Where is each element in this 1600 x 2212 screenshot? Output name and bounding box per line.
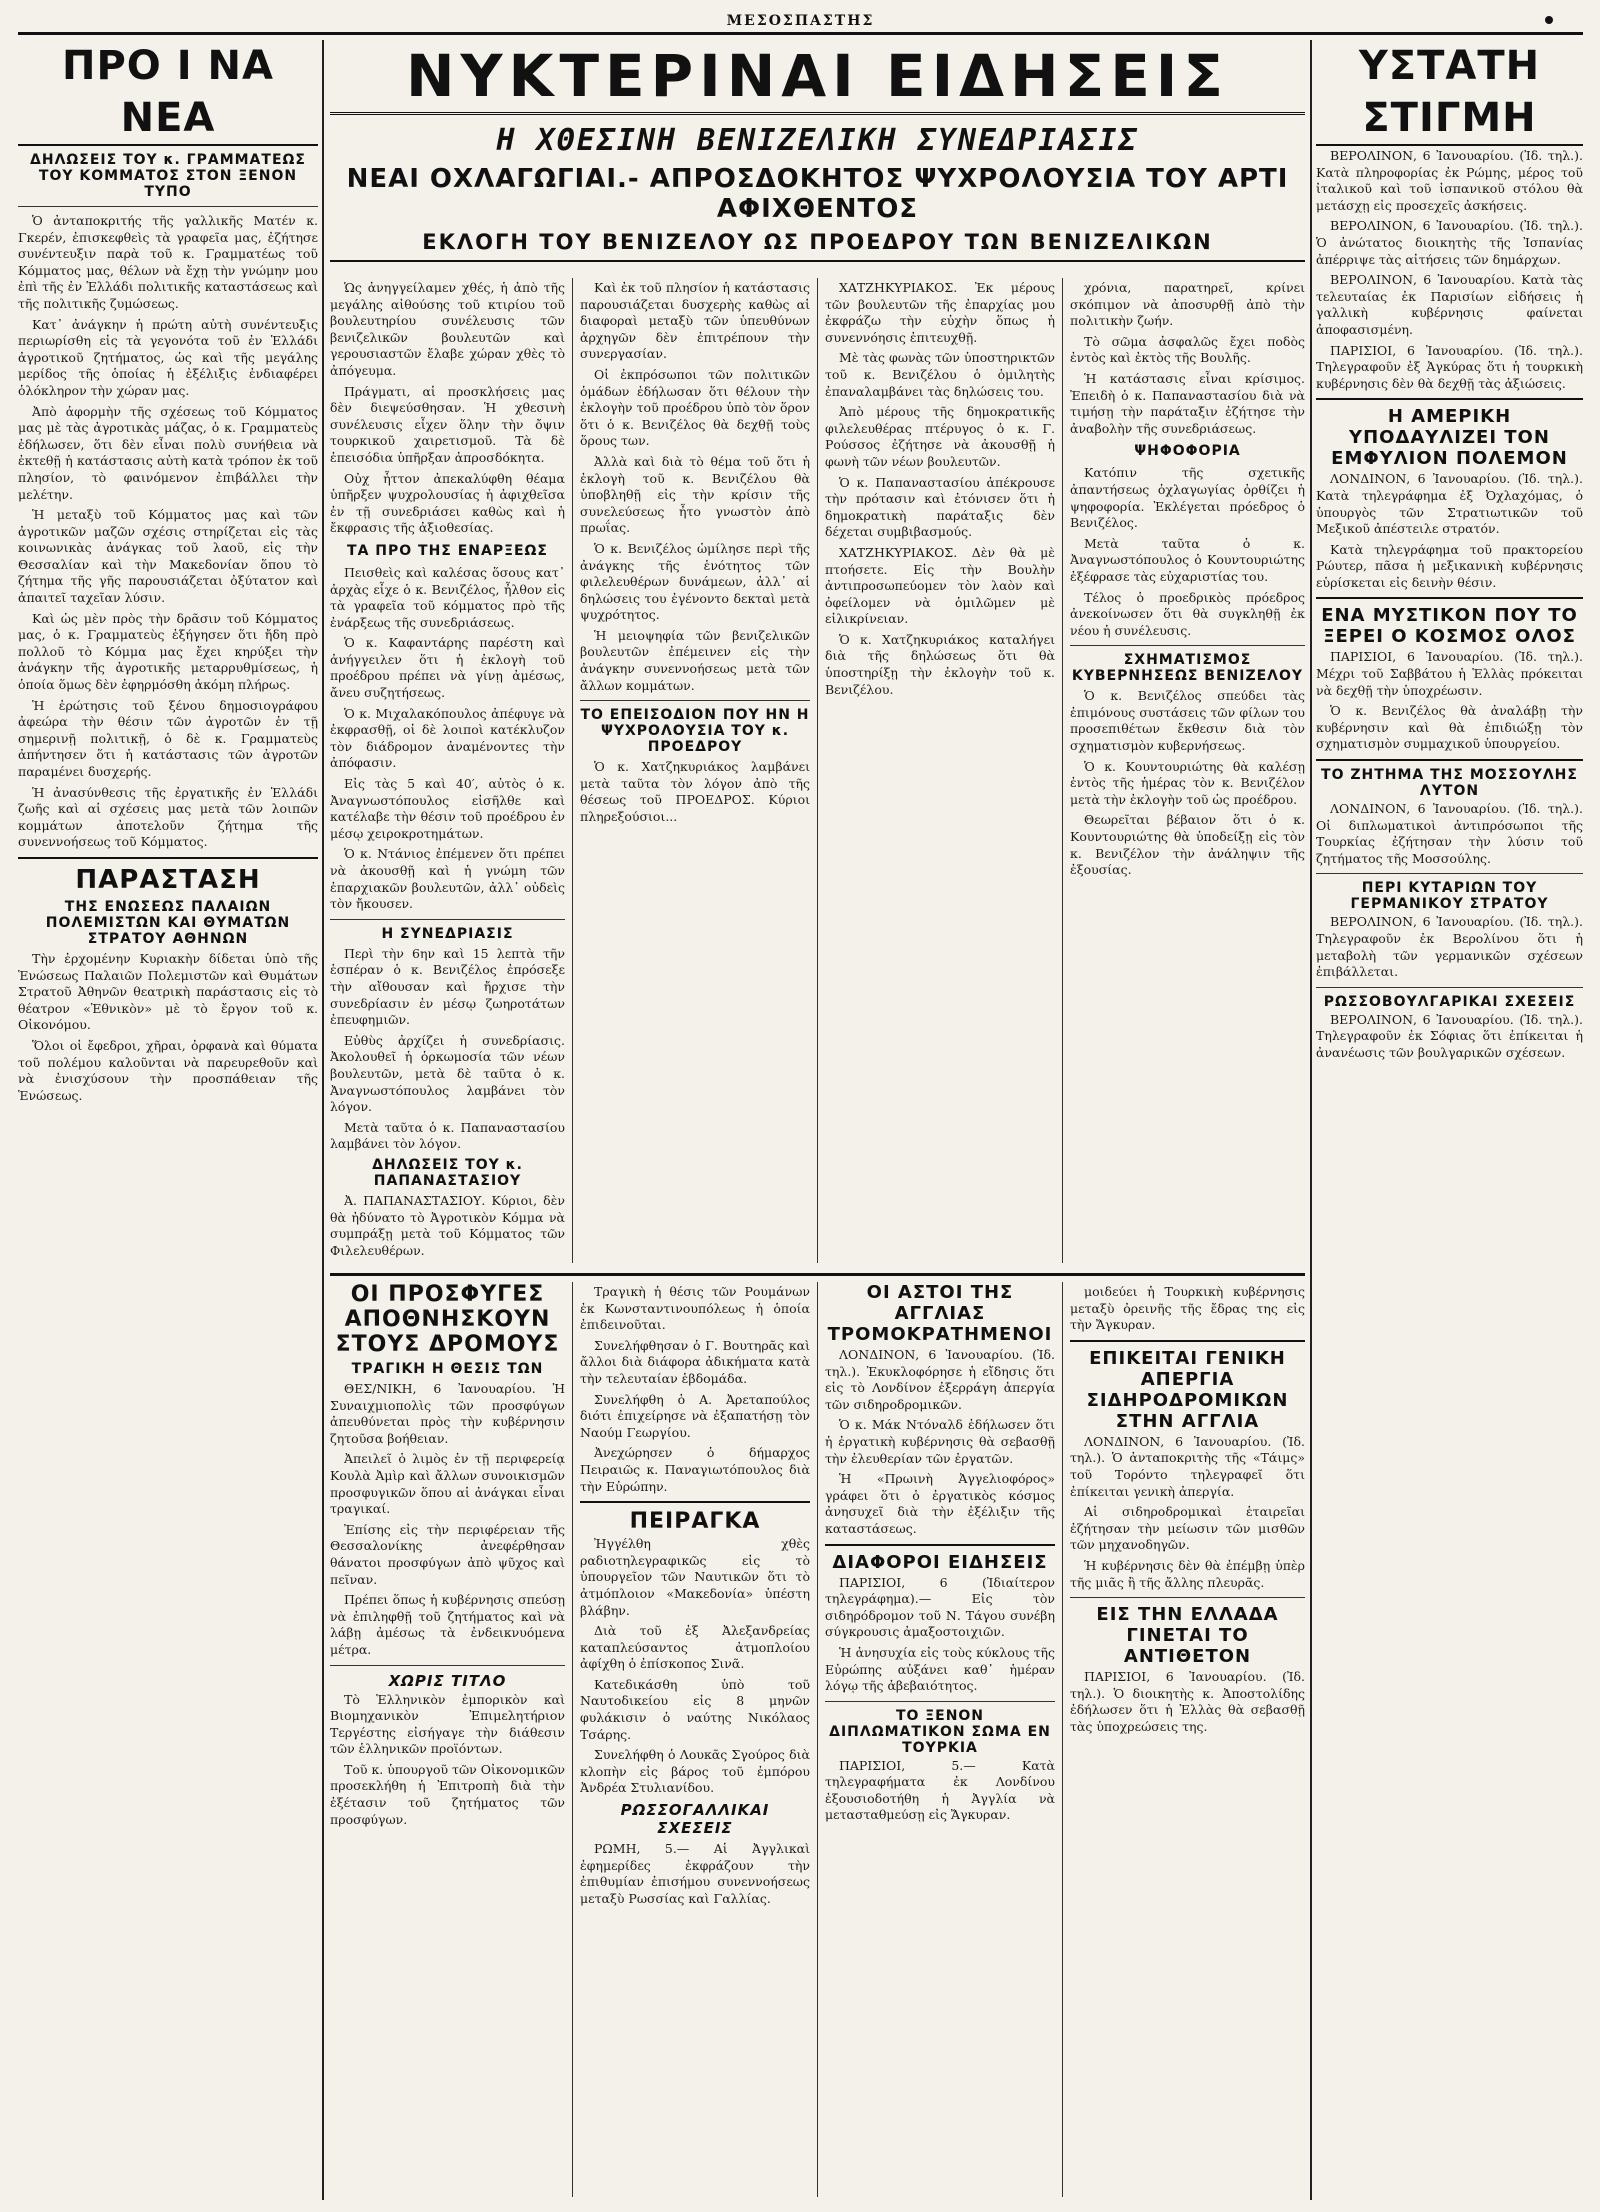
paragraph: Αἱ σιδηροδρομικαὶ ἑταιρεῖαι ἐζήτησαν τὴν μείωσιν τῶν μισθῶν τῶν μηχανοδηγῶν.	[1070, 1504, 1305, 1553]
strike-body	[1070, 1434, 1305, 1591]
paragraph: Ὁ κ. Ντάνιος ἐπέμενεν ὅτι πρέπει νὰ ἀκουσθῇ καὶ ἡ γνώμη τῶν ἐπαρχιακῶν βουλευτῶν, ἀλλ᾽ οὐδεὶς τὸν ἤκουσεν.	[330, 846, 565, 912]
paragraph: ΒΕΡΟΛΙΝΟΝ, 6 Ἰανουαρίου. (Ἰδ. τηλ.). Τηλεγραφοῦν ἐκ Σόφιας ὅτι ἐπίκειται ἡ ἀνανέωσις τῶν βουλγαρικῶν σχέσεων.	[1316, 1011, 1583, 1060]
paragraph: Καὶ ὡς μὲν πρὸς τὴν δρᾶσιν τοῦ Κόμματος μας, ὁ κ. Γραμματεὺς ἐξήγησεν ὅτι ἤδη πρὸ πολλοῦ τὸ Κόμμα μας ἔχει κηρύξει τὴν ἀνάγκην τῆς ἀγροτικῆς μεταρρυθμίσεως, ἡ ὁποία ὅμως δὲν ἐφηρμόσθη ἀκόμη πλήρως.	[18, 610, 318, 693]
paragraph: ΛΟΝΔΙΝΟΝ, 6 Ἰανουαρίου. (Ἰδ. τηλ.). Οἱ διπλωματικοὶ ἀντιπρόσωποι τῆς Τουρκίας ἐζήτησαν τὴν λύσιν τοῦ ζητήματος τῆς Μοσσούλης.	[1316, 801, 1583, 866]
lower-col2-body	[580, 1284, 810, 1495]
paragraph: ΛΟΝΔΙΝΟΝ, 6 Ἰανουαρίου. (Ἰδ. τηλ.). Ἐκυκλοφόρησε ἡ εἴδησις ὅτι εἰς τὸ Λονδίνον ἐξερράγη ἀπεργία τῶν σιδηροδρομικῶν.	[825, 1347, 1055, 1412]
paragraph: Ὁ κ. Μιχαλακόπουλος ἀπέφυγε νὰ ἐκφρασθῇ, οἱ δὲ λοιποὶ κατέκλυζον τὸν διάδρομον ἀναμένοντες τὴν ἀπόφασιν.	[330, 705, 565, 771]
paragraph: Συνελήφθησαν ὁ Γ. Βουτηρᾶς καὶ ἄλλοι διὰ διάφορα ἀδικήματα κατὰ τὴν τελευταίαν ἑβδομάδα.	[580, 1337, 810, 1386]
paragraph: Τὸ σῶμα ἀσφαλῶς ἔχει ποδὸς ἐντὸς καὶ ἐκτὸς τῆς Βουλῆς.	[1070, 333, 1305, 366]
paragraph: Ἡ ἀνησυχία εἰς τοὺς κύκλους τῆς Εὐρώπης αὐξάνει καθ᾽ ἡμέραν λόγῳ τῆς ἀβεβαιότητος.	[825, 1644, 1055, 1694]
center-col2	[580, 278, 810, 1268]
paragraph: ΒΕΡΟΛΙΝΟΝ, 6 Ἰανουαρίου. Κατὰ τὰς τελευταίας ἐκ Παρισίων εἰδήσεις ἡ γαλλικὴ κυβέρνησις φαίνεται ἀποφασισμένη.	[1316, 272, 1583, 337]
center-col4-sec2: ΣΧΗΜΑΤΙΣΜΟΣ ΚΥΒΕΡΝΗΣΕΩΣ ΒΕΝΙΖΕΛΟΥ	[1071, 652, 1304, 685]
center-col3-body	[825, 280, 1055, 698]
paragraph: ΒΕΡΟΛΙΝΟΝ, 6 Ἰανουαρίου. (Ἰδ. τηλ.). Κατὰ πληροφορίας ἐκ Ρώμης, μέρος τοῦ ἰταλικοῦ καὶ τοῦ ἰσπανικοῦ στόλου θὰ μετάσχῃ εἰς προσεχεῖς ἀσκήσεις.	[1316, 148, 1583, 213]
paragraph: Ὁ κ. Βενιζέλος θὰ ἀναλάβῃ τὴν κυβέρνησιν καὶ θὰ ἐπιδιώξῃ τὸν σχηματισμὸν συμμαχικοῦ ὑπουργείου.	[1316, 703, 1583, 752]
refugees-body	[330, 1381, 565, 1659]
paragraph: ΠΑΡΙΣΙΟΙ, 6 Ἰανουαρίου. (Ἰδ. τηλ.). Τηλεγραφοῦν ἐξ Ἀγκύρας ὅτι ἡ τουρκικὴ κυβέρνησις δὲν θὰ δεχθῇ τὰς ἀξιώσεις.	[1316, 342, 1583, 391]
paragraph: Ἠγγέλθη χθὲς ραδιοτηλεγραφικῶς εἰς τὸ ὑπουργεῖον τῶν Ναυτικῶν ὅτι τὸ ἀτμόπλοιον «Μακεδονία» ὑπέστη βλάβην.	[580, 1536, 810, 1618]
paragraph: Ἀπὸ ἀφορμὴν τῆς σχέσεως τοῦ Κόμματος μας μὲ τὰς ἀγροτικὰς μάζας, ὁ κ. Γραμματεὺς ἐδήλωσεν, ὅτι δὲν εἶναι πολὺ συνήθεια νὰ ἐκτεθῇ ἡ κατάστασις αὐτὴ κατὰ τρόπον ἐκ τοῦ πλησίον, τὸ φαινόμενον ἐπιβάλλει τὴν μελέτην.	[18, 403, 318, 502]
paragraph: Ὁ ἀνταποκριτής τῆς γαλλικῆς Ματέν κ. Γκερέν, ἐπισκεφθεὶς τὰ γραφεῖα μας, ἐζήτησε συνέντευξιν παρὰ τοῦ κ. Γραμματέως τοῦ Κόμματος μας, θέλων νὰ ἔχῃ τὴν γνώμην μου ἐπὶ τῆς ἐν Ἑλλάδι πολιτικῆς καταστάσεως καὶ τῆς πολιτικῆς ζυμώσεως.	[18, 213, 318, 311]
strike-title: ΕΠΙΚΕΙΤΑΙ ΓΕΝΙΚΗ ΑΠΕΡΓΙΑ ΣΙΔΗΡΟΔΡΟΜΙΚΩΝ ΣΤΗΝ ΑΓΓΛΙΑ	[1086, 1347, 1289, 1432]
paragraph: Κατόπιν τῆς σχετικῆς ἀπαντήσεως ὁχλαγωγίας ὀρθίζει ἡ ψηφοφορία. Ἐκλέγεται πρόεδρος ὁ Βενιζέλος.	[1070, 465, 1305, 531]
center-col1	[330, 278, 565, 1268]
paragraph: Μὲ τὰς φωνὰς τῶν ὑποστηρικτῶν τοῦ κ. Βενιζέλου ὁ ὁμιλητὴς ἐπαναλαμβάνει τὰς δηλώσεις του.	[825, 350, 1055, 399]
center-col2-body2	[580, 759, 810, 825]
paragraph: Οἱ ἐκπρόσωποι τῶν πολιτικῶν ὁμάδων ἐδήλωσαν ὅτι θέλουν τὴν ἐκλογὴν τοῦ προέδρου ὑπὸ τὸν ὅρον ὅτι ὁ κ. Βενιζέλος θὰ δεχθῇ τοὺς ὅρους των.	[580, 366, 810, 449]
paragraph: Ἡ κυβέρνησις δὲν θὰ ἐπέμβῃ ὑπὲρ τῆς μιᾶς ἢ τῆς ἄλλης πλευρᾶς.	[1070, 1557, 1305, 1590]
paragraph: χρόνια, παρατηρεῖ, κρίνει σκόπιμον νὰ ἀποσυρθῇ ἀπὸ τὴν πολιτικὴν ζωήν.	[1070, 280, 1305, 329]
paragraph: Ὁ κ. Βενιζέλος σπεύδει τὰς ἐπιμόνους συστάσεις τῶν φίλων του προσεπιθέτων ἔκθεσιν διὰ τὸν σχηματισμὸν κυβερνήσεως.	[1070, 688, 1305, 754]
paragraph: Πράγματι, αἱ προσκλήσεις μας δὲν διεψεύσθησαν. Ἡ χθεσινὴ συνέλευσις εἶχεν ὅλην τὴν ὄψιν τουρκικοῦ χαιρετισμοῦ. Τὰ δὲ ἐπεισόδια ὑπῆρξαν ἀπροσδόκητα.	[330, 383, 565, 465]
paragraph: Τέλος ὁ προεδρικὸς πρόεδρος ἀνεκοίνωσεν ὅτι θὰ συγκληθῇ ἐκ νέου ἡ συνέλευσις.	[1070, 589, 1305, 638]
paragraph: ΘΕΣ/ΝΙΚΗ, 6 Ἰανουαρίου. Ἡ Συναιχμιοπολὶς τῶν προσφύγων ἀπευθύνεται πρὸς τὴν κυβέρνησιν ζητοῦσα βοήθειαν.	[330, 1381, 565, 1446]
paragraph: Ὁ κ. Παπαναστασίου ἀπέκρουσε τὴν πρότασιν καὶ ἐτόνισεν ὅτι ἡ δημοκρατικὴ παράταξις δὲν δέχεται συμβιβασμούς.	[825, 474, 1055, 540]
center-col1-sec: ΤΑ ΠΡΟ ΤΗΣ ΕΝΑΡΞΕΩΣ	[347, 542, 548, 559]
banner-headline: ΝΥΚΤΕΡΙΝΑΙ ΕΙΔΗΣΕΙΣ	[330, 40, 1305, 115]
center-col1-body2	[330, 565, 565, 913]
paragraph: Διὰ τοῦ ἐξ Ἀλεξανδρείας καταπλεύσαντος ἀτμοπλοίου ἀφίχθη ὁ ἐπίσκοπος Σινᾶ.	[580, 1623, 810, 1672]
greece-title: ΕΙΣ ΤΗΝ ΕΛΛΑΔΑ ΓΙΝΕΤΑΙ ΤΟ ΑΝΤΙΘΕΤΟΝ	[1096, 1604, 1279, 1668]
right-items6	[1316, 1012, 1583, 1062]
citizens-body	[825, 1347, 1055, 1538]
paragraph: Ἀνεχώρησεν ὁ δήμαρχος Πειραιῶς κ. Παναγιωτόπουλος διὰ τὴν Εὐρώπην.	[580, 1445, 810, 1494]
center-col1-body	[330, 280, 565, 537]
paragraph: ΧΑΤΖΗΚΥΡΙΑΚΟΣ. Ἐκ μέρους τῶν βουλευτῶν τῆς ἐπαρχίας μου ἐκφράζω τὴν εὐχὴν ὅπως ἡ συνεννόησις ἐπιτευχθῇ.	[825, 280, 1055, 345]
center-col2-body	[580, 280, 810, 694]
left-section2-title: ΠΑΡΑΣΤΑΣΗ	[75, 864, 261, 895]
center-col4-body	[1070, 280, 1305, 437]
lower-col4	[1070, 1282, 1305, 2197]
paragraph: Κατεδικάσθη ὑπὸ τοῦ Ναυτοδικείου εἰς 8 μηνῶν φυλάκισιν ὁ ναύτης Νικόλαος Τσάρης.	[580, 1676, 810, 1742]
center-col1-body3	[330, 946, 565, 1153]
paragraph: Κατὰ τηλεγράφημα τοῦ πρακτορείου Ρώυτερ, πᾶσα ἡ μεξικανικὴ κυβέρνησις εὑρίσκεται εἰς δεινὴν θέσιν.	[1316, 541, 1583, 590]
paragraph: ΡΩΜΗ, 5.— Αἱ Ἀγγλικαὶ ἐφημερίδες ἐκφράζουν τὴν ἐπιθυμίαν ἐπισήμου συνεννοήσεως μεταξὺ Ρωσσίας καὶ Γαλλίας.	[580, 1841, 810, 1906]
paragraph: Εὐθὺς ἀρχίζει ἡ συνεδρίασις. Ἀκολουθεῖ ἡ ὁρκωμοσία τῶν νέων βουλευτῶν, μετὰ δὲ ταῦτα ὁ κ. Ἀναγνωστόπουλος λαμβάνει τὸν λόγον.	[330, 1032, 565, 1115]
center-col1-body4	[330, 1193, 565, 1259]
no-title-sec: ΧΩΡΙΣ ΤΙΤΛΟ	[388, 1671, 507, 1690]
paragraph: Ἡ «Πρωινὴ Ἀγγελιοφόρος» γράφει ὅτι ὁ ἐργατικὸς κόσμος ἀνησυχεῖ διὰ τὴν ἐξέλιξιν τῆς καταστάσεως.	[825, 1471, 1055, 1536]
various-news-title: ΔΙΑΦΟΡΟΙ ΕΙΔΗΣΕΙΣ	[832, 1551, 1048, 1573]
paragraph: μοιδεύει ἡ Τουρκικὴ κυβέρνησις μεταξὺ ὀρεινῆς τῆς ἔδρας της εἰς τὴν Ἄγκυραν.	[1070, 1284, 1305, 1333]
refugees-title: ΟΙ ΠΡΟΣΦΥΓΕΣ ΑΠΟΘΝΗΣΚΟΥΝ ΣΤΟΥΣ ΔΡΟΜΟΥΣ	[335, 1282, 560, 1357]
no-title-body	[330, 1692, 565, 1829]
paragraph: Τοῦ κ. ὑπουργοῦ τῶν Οἰκονομικῶν προσεκλήθη ἡ Ἐπιτροπὴ διὰ τὴν ἐξέτασιν τοῦ ζητήματος τῶν προσφύγων.	[330, 1761, 565, 1827]
left-section2-body	[18, 951, 318, 1104]
paragraph: Ὁ κ. Κουντουριώτης θὰ καλέσῃ ἐντὸς τῆς ἡμέρας τὸν κ. Βενιζέλον μετὰ τὴν ἐκλογὴν τοῦ ὡς προέδρου.	[1070, 758, 1305, 807]
lower-col3	[825, 1282, 1055, 2197]
center-col4-sec: ΨΗΦΟΦΟΡΙΑ	[1134, 443, 1241, 460]
center-col4	[1070, 278, 1305, 1268]
paragraph: Ὁ κ. Χατζηκυριάκος λαμβάνει μετὰ ταῦτα τὸν λόγον ἀπὸ τῆς θέσεως τοῦ ΠΡΟΕΔΡΟΣ. Κύριοι πληρεξούσιοι...	[580, 759, 810, 825]
right-items3	[1316, 649, 1583, 753]
paragraph: Συνελήφθη ὁ Α. Ἀρεταπούλος διότι ἐπιχείρησε νὰ ἐξαπατήσῃ τὸν Ναούμ Γεωργίου.	[580, 1391, 810, 1440]
headline-sub3: ΕΚΛΟΓΗ ΤΟΥ ΒΕΝΙΖΕΛΟΥ ΩΣ ΠΡΟΕΔΡΟΥ ΤΩΝ ΒΕΝΙΖΕΛΙΚΩΝ	[330, 228, 1305, 262]
right-sec1: Η ΑΜΕΡΙΚΗ ΥΠΟΔΑΥΛΙΖΕΙ ΤΟΝ ΕΜΦΥΛΙΟΝ ΠΟΛΕΜΟΝ	[1331, 406, 1568, 470]
right-items2	[1316, 471, 1583, 591]
right-column	[1316, 40, 1583, 2200]
masthead	[18, 10, 1583, 35]
russofrench-sec: ΡΩΣΣΟΓΑΛΛΙΚΑΙ ΣΧΕΣΕΙΣ	[620, 1801, 770, 1838]
paragraph: Συνελήφθη ὁ Λουκᾶς Σγούρος διὰ κλοπὴν εἰς βάρος τοῦ ἐμπόρου Ἀνδρέα Στυλιανίδου.	[580, 1747, 810, 1796]
center-col4-body3	[1070, 688, 1305, 879]
newspaper-page	[18, 10, 1583, 2200]
headline-sub1: Η ΧΘΕΣΙΝΗ ΒΕΝΙΖΕΛΙΚΗ ΣΥΝΕΔΡΙΑΣΙΣ	[496, 123, 1139, 158]
paragraph: Μετὰ ταῦτα ὁ κ. Παπαναστασίου λαμβάνει τὸν λόγον.	[330, 1119, 565, 1152]
paragraph: ΠΑΡΙΣΙΟΙ, 6 Ἰανουαρίου. (Ἰδ. τηλ.). Μέχρι τοῦ Σαββάτου ἡ Ἑλλὰς πρόκειται νὰ δεχθῇ τὴν ὑποχρέωσιν.	[1316, 649, 1583, 698]
piraeus-title: ΠΕΙΡΑΓΚΑ	[629, 1509, 761, 1535]
right-sec3: ΤΟ ΖΗΤΗΜΑ ΤΗΣ ΜΟΣΣΟΥΛΗΣ ΛΥΤΟΝ	[1321, 767, 1578, 800]
left-section1-title: ΔΗΛΩΣΕΙΣ ΤΟΥ κ. ΓΡΑΜΜΑΤΕΩΣ ΤΟΥ ΚΟΜΜΑΤΟΣ ΣΤΟΝ ΞΕΝΟΝ ΤΥΠΟ	[30, 152, 306, 200]
headline-sub2: ΝΕΑΙ ΟΧΛΑΓΩΓΙΑΙ.- ΑΠΡΟΣΔΟΚΗΤΟΣ ΨΥΧΡΟΛΟΥΣΙΑ ΤΟΥ ΑΡΤΙ ΑΦΙΧΘΕΝΤΟΣ	[346, 164, 1289, 224]
lower-col2	[580, 1282, 810, 2197]
paragraph: Τὴν ἐρχομένην Κυριακὴν δίδεται ὑπὸ τῆς Ἑνώσεως Παλαιῶν Πολεμιστῶν καὶ Θυμάτων Στρατοῦ Ἀθηνῶν θεατρικὴ παράστασις εἰς τὸ θέατρον «Ἐθνικὸν» μὲ τὸ ἔργον τοῦ κ. Οἰκονόμου.	[18, 950, 318, 1033]
center-col2-sec: ΤΟ ΕΠΕΙΣΟΔΙΟΝ ΠΟΥ ΗΝ Η ΨΥΧΡΟΛΟΥΣΙΑ ΤΟΥ κ. ΠΡΟΕΔΡΟΥ	[580, 707, 810, 756]
left-column	[18, 40, 318, 2200]
paragraph: ΒΕΡΟΛΙΝΟΝ, 6 Ἰανουαρίου. (Ἰδ. τηλ.). Τηλεγραφοῦν ἐκ Βερολίνου ὅτι ἡ μεταβολὴ τῶν γερμανικῶν σχέσεων ἐπιβάλλεται.	[1316, 914, 1583, 980]
paragraph: Ὁ κ. Χατζηκυριάκος καταλήγει διὰ τῆς δηλώσεως ὅτι θὰ ὑποστηρίξῃ τὴν ἐκλογὴν τοῦ κ. Βενιζέλου.	[825, 631, 1055, 697]
right-sec2: ΕΝΑ ΜΥΣΤΙΚΟΝ ΠΟΥ ΤΟ ΞΕΡΕΙ Ο ΚΟΣΜΟΣ ΟΛΟΣ	[1321, 605, 1578, 648]
center-col1-sec2: Η ΣΥΝΕΔΡΙΑΣΙΣ	[381, 925, 514, 942]
left-column-head: ΠΡΟ Ι ΝΑ ΝΕΑ	[18, 40, 318, 146]
paragraph: Ὁ κ. Καφαντάρης παρέστη καὶ ἀνήγγειλεν ὅτι ἡ ἐκλογὴ τοῦ προέδρου πρέπει νὰ γίνῃ ἀμέσως, ἄνευ συζητήσεως.	[330, 635, 565, 701]
right-items4	[1316, 801, 1583, 867]
russofrench-body	[580, 1841, 810, 1907]
paragraph: Ἀλλὰ καὶ διὰ τὸ θέμα τοῦ ὅτι ἡ ἐκλογὴ τοῦ κ. Βενιζέλου θὰ ὑποβληθῇ εἰς τὴν κρίσιν τῆς συνελεύσεως ἦτο γνωστὸν ἀπὸ πρωΐας.	[580, 453, 810, 536]
diplomatic-title: ΤΟ ΞΕΝΟΝ ΔΙΠΛΩΜΑΤΙΚΟΝ ΣΩΜΑ ΕΝ ΤΟΥΡΚΙΑ	[829, 1707, 1051, 1756]
paragraph: ΠΑΡΙΣΙΟΙ, 6 Ἰανουαρίου. (Ἰδ. τηλ.). Ὁ διοικητὴς κ. Ἀποστολίδης ἐδήλωσεν ὅτι ἡ Ἑλλὰς θὰ σεβασθῇ τὰς ὑποχρεώσεις της.	[1070, 1669, 1305, 1734]
center-col1-sec3: ΔΗΛΩΣΕΙΣ ΤΟΥ κ. ΠΑΠΑΝΑΣΤΑΣΙΟΥ	[372, 1156, 523, 1189]
paragraph: Πρέπει ὅπως ἡ κυβέρνησις σπεύσῃ νὰ ἐπιληφθῇ τοῦ ζητήματος καὶ νὰ λάβῃ ἀμέσως τὰ ἐνδεικνυόμενα μέτρα.	[330, 1592, 565, 1657]
right-items1	[1316, 148, 1583, 392]
paragraph: Ἀπὸ μέρους τῆς δημοκρατικῆς φιλελευθέρας πτέρυγος ὁ κ. Γ. Ρούσσος ἐζήτησε νὰ ἀκουσθῇ ἡ φωνὴ τῶν νέων βουλευτῶν.	[825, 404, 1055, 469]
paragraph: Μετὰ ταῦτα ὁ κ. Ἀναγνωστόπουλος ὁ Κουντουριώτης ἐξέφρασε τὰς εὐχαριστίας του.	[1070, 535, 1305, 584]
paragraph: Ἡ μειοψηφία τῶν βενιζελικῶν βουλευτῶν ἐπέμεινεν εἰς τὴν ἀνάγκην συνεννοήσεως μετὰ τῶν ἄλλων κομμάτων.	[580, 627, 810, 693]
masthead-title: ΜΕΣΟΣΠΑΣΤΗΣ	[726, 13, 875, 29]
paragraph: Ἀ. ΠΑΠΑΝΑΣΤΑΣΙΟΥ. Κύριοι, δὲν θὰ ἠδύνατο τὸ Ἀγροτικὸν Κόμμα νὰ συμπράξῃ μετὰ τοῦ Κόμματος τῶν Φιλελευθέρων.	[330, 1192, 565, 1258]
paragraph: Οὐχ ἧττον ἀπεκαλύφθη θέαμα ὑπῆρξεν ψυχρολουσίας ἡ ἀφιχθεῖσα ἐν τῇ συνεδριάσει καθὼς καὶ ἡ ἔκφρασις τῆς ἀξιοθεσίας.	[330, 470, 565, 536]
paragraph: ΧΑΤΖΗΚΥΡΙΑΚΟΣ. Δὲν θὰ μὲ πτοήσετε. Εἰς τὴν Βουλὴν ἀντιπροσωπεύομεν τὸν λαὸν καὶ ὀφείλομεν νὰ ὁμιλῶμεν μὲ εἰλικρίνειαν.	[825, 544, 1055, 627]
lower-col4-body	[1070, 1284, 1305, 1334]
paragraph: ΛΟΝΔΙΝΟΝ, 6 Ἰανουαρίου. (Ἰδ. τηλ.). Ὁ ἀνταποκριτὴς τῆς «Τάιμς» τοῦ Τορόντο τηλεγραφεῖ ὅτι ἐπίκειται γενικὴ ἀπεργία.	[1070, 1433, 1305, 1499]
paragraph: Θεωρεῖται βέβαιον ὅτι ὁ κ. Κουντουριώτης θὰ ὑποδείξῃ εἰς τὸν κ. Βενιζέλον τὴν ἀνάληψιν τῆς ἐξουσίας.	[1070, 812, 1305, 878]
paragraph: Ὁ κ. Μάκ Ντόναλδ ἐδήλωσεν ὅτι ἡ ἐργατικὴ κυβέρνησις θὰ σεβασθῇ τὴν ἐλευθερίαν τῶν ἐργατῶν.	[825, 1417, 1055, 1466]
paragraph: Ἡ μεταξὺ τοῦ Κόμματος μας καὶ τῶν ἀγροτικῶν μαζῶν σχέσις στηρίζεται εἰς τὰς κοινωνικὰς ἀνάγκας τοῦ λαοῦ, εἰς τὴν Θεσσαλίαν καὶ τὴν Μακεδονίαν ὅπου τὸ ζήτημα τῆς γῆς παρουσιάζεται ὀξύτατον καὶ ἀπαιτεῖ ταχεῖαν λύσιν.	[18, 507, 318, 606]
various-news-body	[825, 1575, 1055, 1695]
paragraph: ΠΑΡΙΣΙΟΙ, 5.— Κατὰ τηλεγραφήματα ἐκ Λονδίνου ἐξουσιοδοτήθη ἡ Ἀγγλία νὰ μετασταθμεύσῃ εἰς Ἄγκυραν.	[825, 1757, 1055, 1823]
paragraph: Περὶ τὴν 6ην καὶ 15 λεπτὰ τῆν ἑσπέραν ὁ κ. Βενιζέλος ἐπρόσεξε τὴν αἴθουσαν καὶ ἤρχισε τὴν συνεδρίασιν ἐν μέσῳ ζωηροτάτων ἐπευφημιῶν.	[330, 945, 565, 1028]
piraeus-body	[580, 1536, 810, 1797]
central-section	[330, 40, 1305, 1906]
refugees-sub: ΤΡΑΓΙΚΗ Η ΘΕΣΙΣ ΤΩΝ	[351, 1361, 544, 1377]
paragraph: Ὁ κ. Βενιζέλος ὡμίλησε περὶ τῆς ἀνάγκης τῆς ἑνότητος τῶν φιλελευθέρων δυνάμεων, ἀλλ᾽ αἱ δηλώσεις του ἐγένοντο δεκταὶ μετὰ ψυχρότητος.	[580, 540, 810, 623]
paragraph: Ὡς ἀνηγγείλαμεν χθές, ἡ ἀπὸ τῆς μεγάλης αἰθούσης τοῦ κτιρίου τοῦ βουλευτηρίου συνέλευσις τῶν βενιζελικῶν βουλευτῶν καὶ γερουσιαστῶν ἔλαβε χώραν χθὲς τὸ ἀπόγευμα.	[330, 280, 565, 378]
paragraph: Ἐπίσης εἰς τὴν περιφέρειαν τῆς Θεσσαλονίκης ἀνεφέρθησαν θάνατοι προσφύγων ἀπὸ ψῦχος καὶ πεῖναν.	[330, 1521, 565, 1587]
paragraph: Ἀπειλεῖ ὁ λιμὸς ἐν τῇ περιφερείᾳ Κουλὰ Ἀμὶρ καὶ ἄλλων συνοικισμῶν προσφυγικῶν ὅπου αἱ ἀνάγκαι εἶναι τραγικαί.	[330, 1451, 565, 1517]
right-sec4: ΠΕΡΙ ΚΥΤΑΡΙΩΝ ΤΟΥ ΓΕΡΜΑΝΙΚΟΥ ΣΤΡΑΤΟΥ	[1350, 880, 1549, 913]
paragraph: ΠΑΡΙΣΙΟΙ, 6 (Ἰδιαίτερον τηλεγράφημα).— Εἰς τὸν σιδηρόδρομον τοῦ Ν. Τάγου συνέβη σύγκρουσις ἀμαξοστοιχιῶν.	[825, 1574, 1055, 1640]
bullet-icon	[1545, 16, 1553, 24]
left-section2-sub: ΤΗΣ ΕΝΩΣΕΩΣ ΠΑΛΑΙΩΝ ΠΟΛΕΜΙΣΤΩΝ ΚΑΙ ΘΥΜΑΤΩΝ ΣΤΡΑΤΟΥ ΑΘΗΝΩΝ	[45, 898, 291, 947]
paragraph: Ἡ ἀνασύνθεσις τῆς ἐργατικῆς ἐν Ἑλλάδι ζωῆς καὶ αἱ σχέσεις μας μετὰ τῶν λοιπῶν κομμάτων ἀποτελοῦν ζήτημα τῆς συνεννοήσεως τοῦ Κόμματος.	[18, 784, 318, 850]
greece-body	[1070, 1669, 1305, 1735]
center-col3	[825, 278, 1055, 1268]
paragraph: Πεισθεὶς καὶ καλέσας ὅσους κατ᾽ ἀρχὰς εἶχε ὁ κ. Βενιζέλος, ἦλθον εἰς τὰ γραφεῖα τοῦ κόμματος πρὸ τῆς ἐνάρξεως τῆς συνεδριάσεως.	[330, 564, 565, 630]
paragraph: Εἰς τὰς 5 καὶ 40′, αὐτὸς ὁ κ. Ἀναγνωστόπουλος εἰσῆλθε καὶ κατέλαβε τὴν θέσιν τοῦ προέδρου ἐν μέσῳ χειροκροτημάτων.	[330, 776, 565, 841]
paragraph: ΒΕΡΟΛΙΝΟΝ, 6 Ἰανουαρίου. (Ἰδ. τηλ.). Ὁ ἀνώτατος διοικητὴς τῆς Ἰσπανίας ἀπέρριψε τὰς αἰτήσεις τῶν δημάρχων.	[1316, 218, 1583, 267]
paragraph: Ἡ κατάστασις εἶναι κρίσιμος. Ἐπειδὴ ὁ κ. Παπαναστασίου διὰ νὰ τιμήσῃ τὴν παράταξιν ἐζήτησε τὴν ἀναβολὴν τῆς συνεδριάσεως.	[1070, 370, 1305, 436]
right-items5	[1316, 914, 1583, 980]
center-col4-body2	[1070, 465, 1305, 639]
paragraph: ΛΟΝΔΙΝΟΝ, 6 Ἰανουαρίου. (Ἰδ. τηλ.). Κατὰ τηλεγράφημα ἐξ Ὀχλαχόμας, ὁ ὑπουργὸς τῶν Στρατιωτικῶν τοῦ Μεξικοῦ ἀπέστειλε στρατόν.	[1316, 471, 1583, 537]
paragraph: Ἡ ἐρώτησις τοῦ ξένου δημοσιογράφου ἀφεώρα τὴν θέσιν τῶν ἀγροτῶν ἐν τῇ σημερινῇ πολιτικῇ, ὁ δὲ κ. Γραμματεὺς ἀπήντησεν ὅτι ἡ κατάστασις τῶν ἀγροτῶν παραμένει δυσχερής.	[18, 697, 318, 779]
paragraph: Τὸ Ἑλληνικὸν ἐμπορικὸν καὶ Βιομηχανικὸν Ἐπιμελητήριον Τεργέστης εἰσήγαγε τὴν διάθεσιν τῶν ἑλληνικῶν προϊόντων.	[330, 1691, 565, 1757]
left-section1-body	[18, 213, 318, 851]
paragraph: Καὶ ἐκ τοῦ πλησίον ἡ κατάστασις παρουσιάζεται δυσχερὴς καθὼς αἱ διαφοραὶ μεταξὺ τῶν ὑπευθύνων ἀρχηγῶν δὲν ἐπιτρέπουν τὴν συνεργασίαν.	[580, 280, 810, 362]
paragraph: Ὅλοι οἱ ἔφεδροι, χῆραι, ὀρφανὰ καὶ θύματα τοῦ πολέμου καλοῦνται νὰ παρευρεθοῦν καὶ νὰ ἐνισχύσουν τὴν προσπάθειαν τῆς Ἑνώσεως.	[18, 1037, 318, 1103]
right-sec5: ΡΩΣΣΟΒΟΥΛΓΑΡΙΚΑΙ ΣΧΕΣΕΙΣ	[1323, 993, 1576, 1010]
diplomatic-body	[825, 1758, 1055, 1824]
paragraph: Τραγικὴ ἡ θέσις τῶν Ρουμάνων ἐκ Κωνσταντινουπόλεως ἡ ὁποία ἐπιδεινοῦται.	[580, 1284, 810, 1333]
right-column-head: ΥΣΤΑΤΗ ΣΤΙΓΜΗ	[1316, 40, 1583, 146]
lower-col1	[330, 1282, 565, 2197]
paragraph: Κατ᾽ ἀνάγκην ἡ πρώτη αὐτὴ συνέντευξις περιωρίσθη εἰς τὰ γεγονότα τοῦ ἐν Ἑλλάδι ἀγροτικοῦ ζητήματος, ὡς καὶ τῆς μεγάλης μερίδος τῆς ὁποίας ἡ ἐξέλιξις ἐνδιαφέρει ὁλόκληρον τὴν χώραν μας.	[18, 316, 318, 398]
citizens-title: ΟΙ ΑΣΤΟΙ ΤΗΣ ΑΓΓΛΙΑΣ ΤΡΟΜΟΚΡΑΤΗΜΕΝΟΙ	[827, 1282, 1053, 1345]
